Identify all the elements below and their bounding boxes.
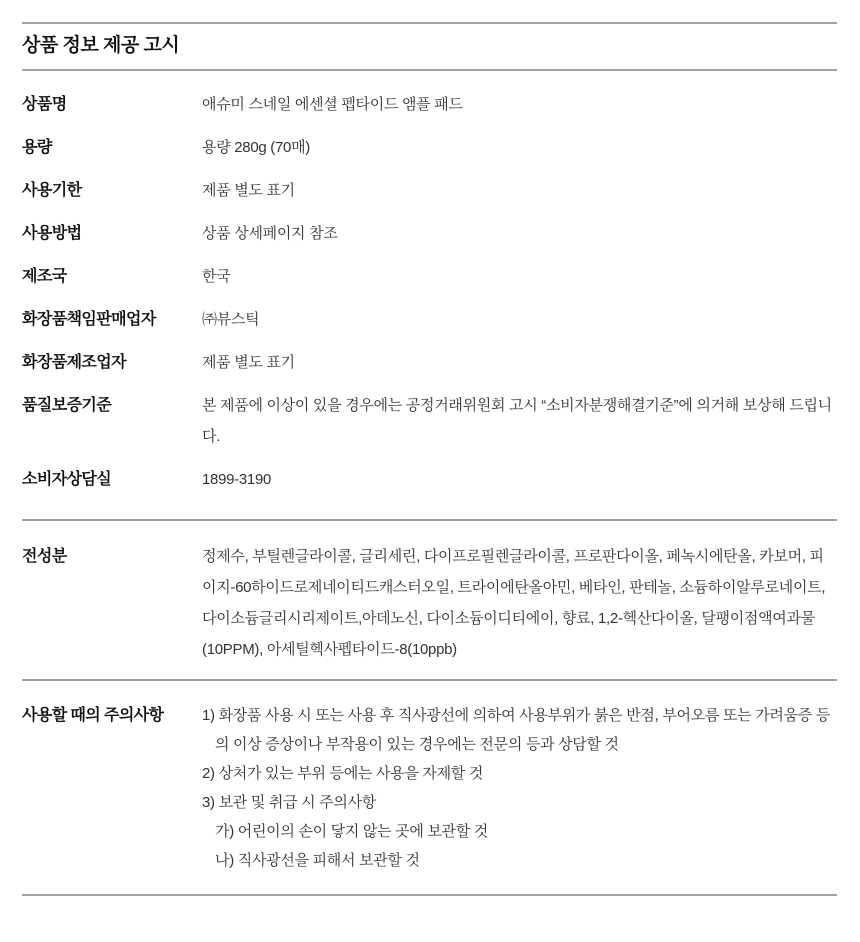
row-label: 사용기한 <box>22 182 82 199</box>
caution-subitem: 나) 직사광선을 피해서 보관할 것 <box>215 852 420 869</box>
row-value: ㈜뷰스틱 <box>202 311 260 328</box>
divider-bottom <box>22 894 837 896</box>
page-title: 상품 정보 제공 고시 <box>22 35 180 56</box>
row-value: 1899-3190 <box>202 471 272 488</box>
cautions-list <box>202 701 837 875</box>
row-value: 본 제품에 이상이 있을 경우에는 공정거래위원회 고시 “소비자분쟁해결기준”에 의거해 보상해 드립니다. <box>202 397 832 445</box>
row-value: 한국 <box>202 268 231 285</box>
row-label: 화장품책임판매업자 <box>22 311 156 328</box>
caution-item: 1) 화장품 사용 시 또는 사용 후 직사광선에 의하여 사용부위가 붉은 반점, 부어오름 또는 가려움증 등의 이상 증상이나 부작용이 있는 경우에는 전문의 등과 상담할 것 <box>202 707 831 753</box>
row-label: 제조국 <box>22 268 67 285</box>
row-value: 제품 별도 표기 <box>202 354 295 371</box>
ingredients-value: 정제수, 부틸렌글라이콜, 글리세린, 다이프로필렌글라이콜, 프로판다이올, 페녹시에탄올, 카보머, 피이지-60하이드로제네이티드캐스터오일, 트라이에탄올아민, 베타인, 판테놀, 소듐하이알루로네이트, 다이소듐글리시리제이트,아데노신, 다이소듐이디티에이, 향료, 1,2-헥산다이올, 달팽이점액여과물(10PPM), 아세틸헥사펩타이드-8(10ppb) <box>202 548 826 658</box>
row-product-name <box>22 83 837 126</box>
row-label: 소비자상담실 <box>22 471 112 488</box>
product-info-disclosure <box>0 22 860 896</box>
caution-item: 2) 상처가 있는 부위 등에는 사용을 자제할 것 <box>202 765 484 782</box>
row-expiry-date <box>22 169 837 212</box>
row-quality-guarantee <box>22 384 837 458</box>
row-value: 상품 상세페이지 참조 <box>202 225 338 242</box>
ingredients-label: 전성분 <box>22 548 67 565</box>
cautions-label: 사용할 때의 주의사항 <box>22 707 164 724</box>
row-volume <box>22 126 837 169</box>
row-customer-service <box>22 458 837 501</box>
row-value: 애슈미 스네일 에센셜 펩타이드 앰플 패드 <box>202 96 463 113</box>
cautions-section <box>22 681 837 894</box>
row-label: 상품명 <box>22 96 67 113</box>
caution-subitem: 가) 어린이의 손이 닿지 않는 곳에 보관할 것 <box>215 823 488 840</box>
row-country-of-origin <box>22 255 837 298</box>
row-label: 용량 <box>22 139 52 156</box>
row-usage-method <box>22 212 837 255</box>
row-manufacturer <box>22 341 837 384</box>
row-value: 제품 별도 표기 <box>202 182 295 199</box>
row-label: 사용방법 <box>22 225 82 242</box>
row-value: 용량 280g (70매) <box>202 139 310 156</box>
row-label: 품질보증기준 <box>22 397 112 414</box>
product-info-table <box>22 71 837 519</box>
row-responsible-seller <box>22 298 837 341</box>
ingredients-section <box>22 521 837 679</box>
row-label: 화장품제조업자 <box>22 354 126 371</box>
caution-item: 3) 보관 및 취급 시 주의사항 <box>202 794 376 811</box>
